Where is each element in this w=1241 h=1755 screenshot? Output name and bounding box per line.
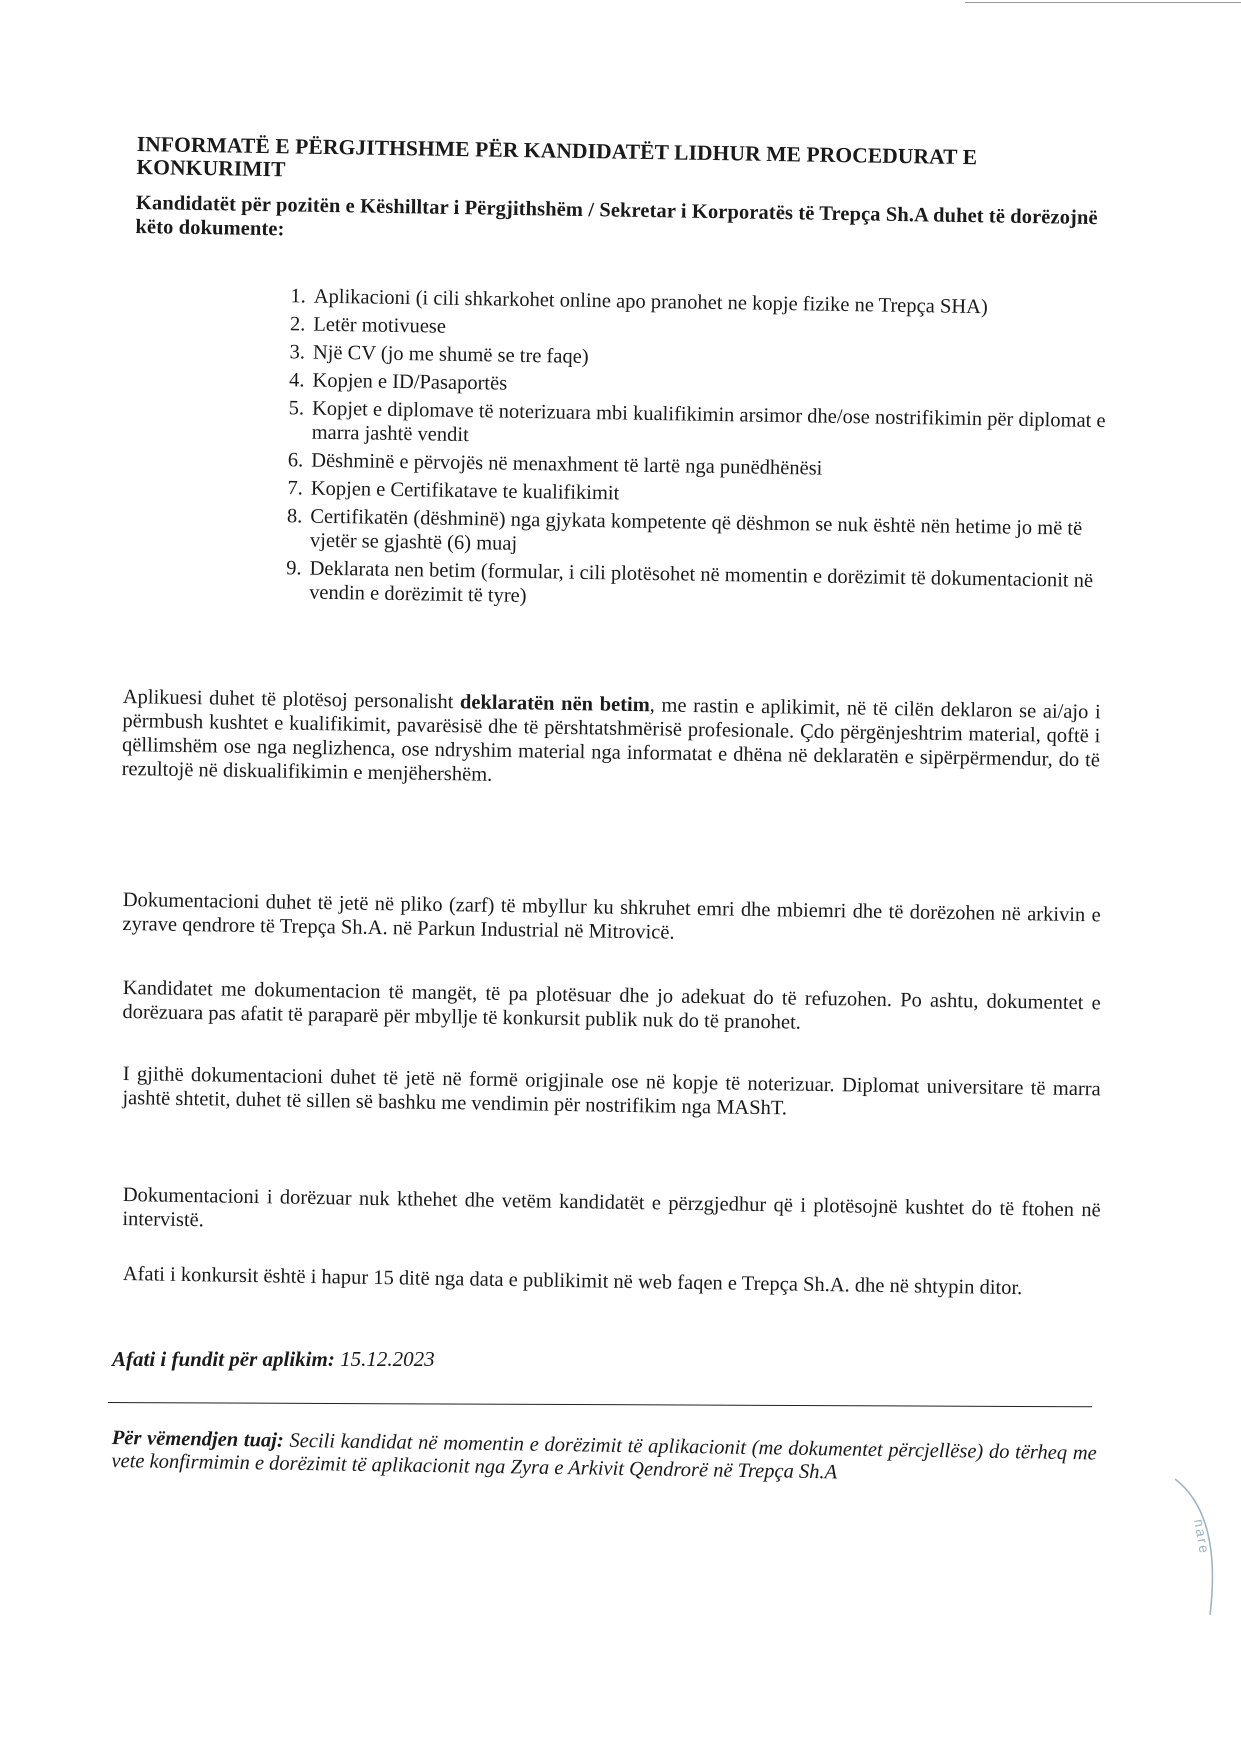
deadline-label: Afati i fundit për aplikim: xyxy=(112,1347,335,1371)
paragraph-text: Kandidatet me dokumentacion të mangët, të pa plotësuar dhe jo adekuat do të refuzohen. Po ashtu, dokumentet e dorëzuara pas afatit të paraparë për mbyllje të konkursit publik nuk do të pranohet. xyxy=(122,976,1101,1034)
list-item-text: Kopjet e diplomave të noterizuara mbi kualifikimin arsimor dhe/ose nostrifikimin për diplomat e marra jashtë vendit xyxy=(311,397,1106,447)
paragraph-text: Aplikuesi duhet të plotësoj personalisht xyxy=(122,685,461,714)
list-item xyxy=(271,396,1107,457)
list-item-number: 9. xyxy=(285,557,302,580)
originals-paragraph xyxy=(122,1062,1101,1125)
stamp-text: nare xyxy=(1191,1517,1214,1557)
list-item-text: Certifikatën (dëshminë) nga gjykata kompetente që dëshmon se nuk është nën hetime jo më të vjetër se gjashtë (6) muaj xyxy=(309,505,1083,555)
list-item-number: 5. xyxy=(288,397,305,420)
separator-line xyxy=(108,1402,1092,1407)
paragraph-text: I gjithë dokumentacioni duhet të jetë në formë origjinale ose në kopje të noterizuar. Diplomat universitare të marra jashtë shtetit, duhet të sillen së bashku me vendimin për nostrifikim nga MAShT. xyxy=(122,1062,1101,1120)
document-heading xyxy=(135,133,1127,255)
declaration-paragraph xyxy=(121,685,1100,796)
list-item-number: 1. xyxy=(290,285,306,308)
deadline-date: 15.12.2023 xyxy=(334,1347,435,1371)
top-edge-line xyxy=(965,2,1241,3)
notice-label: Për vëmendjen tuaj: xyxy=(111,1427,284,1452)
list-item-number: 8. xyxy=(286,505,303,528)
submission-paragraph xyxy=(122,888,1101,951)
rejection-paragraph xyxy=(122,976,1101,1039)
paragraph-bold-text: deklaratën nën betim xyxy=(459,691,650,717)
list-item-text: Letër motivuese xyxy=(313,313,447,338)
paragraph-text: Afati i konkursit është i hapur 15 ditë nga data e publikimit në web faqen e Trepça Sh.A. dhe në shtypin ditor. xyxy=(122,1262,1023,1300)
paragraph-text: , me rastin e aplikimit, në të cilën deklaron se ai/ajo i përmbush kushtet e kualifikimit, pavarësisë dhe të përshtatshmërisë profesionale. Çdo përgënjeshtrim material, qoftë i qëllimshëm ose nga neglizhenca, ose ndryshim material nga informatat e dhëna në deklaratën e sipërpërmendur, do të rezultojë në diskualifikimin e menjëhershëm. xyxy=(121,694,1101,786)
list-item xyxy=(269,556,1105,617)
paragraph-text: Dokumentacioni i dorëzuar nuk kthehet dhe vetëm kandidatët e përzgjedhur që i plotësojnë kushtet do të ftohen në intervistë. xyxy=(122,1183,1101,1232)
list-item-number: 4. xyxy=(288,369,305,392)
list-item-text: Dëshminë e përvojës në menaxhment të lartë nga punëdhënësi xyxy=(311,449,823,480)
list-item-number: 6. xyxy=(287,449,304,472)
notice-text: Secili kandidat në momentin e dorëzimit të aplikacionit (me dokumentet përcjellëse) do tërheq me vete konfirmimin e dorëzimit të aplikacionit nga Zyra e Arkivit Qendrorë në Trepça Sh.A xyxy=(111,1429,1097,1484)
list-item-number: 2. xyxy=(289,313,306,336)
application-deadline xyxy=(112,1347,435,1371)
list-item-text: Kopjen e ID/Pasaportës xyxy=(312,369,508,395)
list-item xyxy=(270,504,1106,565)
list-item-text: Një CV (jo me shumë se tre faqe) xyxy=(312,341,589,368)
paragraph-text: Dokumentacioni duhet të jetë në pliko (zarf) të mbyllur ku shkruhet emri dhe mbiemri dhe të dorëzohen në arkivin e zyrave qendrore të Trepça Sh.A. në Parkun Industrial në Mitrovicë. xyxy=(122,888,1101,944)
list-item-number: 7. xyxy=(287,477,303,500)
attention-notice xyxy=(111,1427,1097,1488)
list-item-text: Aplikacioni (i cili shkarkohet online apo pranohet ne kopje fizike ne Trepça SHA) xyxy=(313,285,988,319)
list-item-text: Kopjen e Certifikatave te kualifikimit xyxy=(310,477,620,505)
period-paragraph xyxy=(123,1262,1101,1301)
interview-paragraph xyxy=(122,1183,1101,1246)
list-item-number: 3. xyxy=(289,341,306,364)
required-documents-list xyxy=(269,284,1109,621)
stamp-fragment xyxy=(1170,1475,1230,1625)
heading-subtitle: Kandidatët për pozitën e Këshilltar i Përgjithshëm / Sekretar i Korporatës të Trepça Sh.A duhet të dorëzojnë këto dokumente: xyxy=(135,191,1098,241)
list-item-text: Deklarata nen betim (formular, i cili plotësohet në momentin e dorëzimit të dokumentacionit në vendin e dorëzimit të tyre) xyxy=(308,557,1094,608)
heading-title: INFORMATË E PËRGJITHSHME PËR KANDIDATËT LIDHUR ME PROCEDURAT E KONKURIMIT xyxy=(136,132,978,182)
